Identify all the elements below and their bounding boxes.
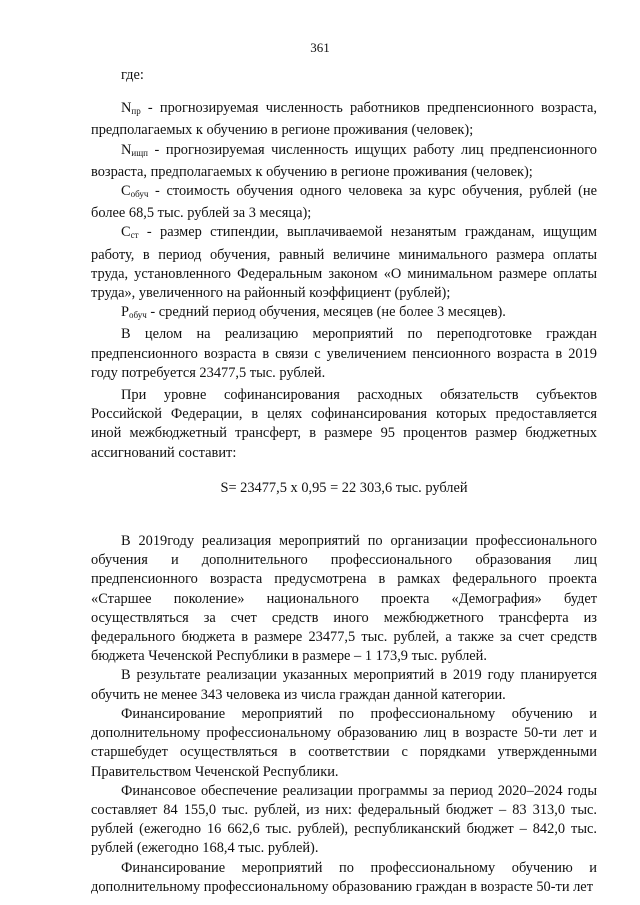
definition-item (91, 141, 597, 182)
body-paragraph: Финансирование мероприятий по профессиональному обучению и дополнительному профессиональному образованию граждан в возрасте 50-ти лет (91, 859, 597, 895)
where-label: где: (121, 67, 144, 83)
definition-symbol: $P_{обуч}$ (121, 304, 147, 321)
body-paragraph: Финансирование мероприятий по профессиональному обучению и дополнительному профессиональному образованию лиц в возрасте 50-ти лет и старшебудет осуществляться в соответствии с порядками утвержденными Правительством Чеченской Республики. (91, 705, 597, 780)
definition-symbol: $N_{ищп}$ (121, 141, 148, 158)
definition-item (91, 223, 597, 303)
body-paragraph: В 2019году реализация мероприятий по организации профессионального обучения и дополнительного профессионального образования лиц предпенсионного возраста предусмотрена в рамках федерального проекта «Старшее поколение» национального проекта «Демография» будет осуществляться за счет средств иного межбюджетного трансферта из федерального бюджета в размере 23477,5 тыс. рублей, а также за счет средств бюджета Чеченской Республики в размере – 1 173,9 тыс. рублей. (91, 533, 597, 665)
definition-text: - прогнозируемая численность работников предпенсионного возраста, предполагаемых к обучению в регионе проживания (человек); (91, 100, 597, 139)
formula: S= 23477,5 х 0,95 = 22 303,6 тыс. рублей (220, 479, 468, 496)
body-paragraph: В результате реализации указанных мероприятий в 2019 году планируется обучить не менее 343 человека из числа граждан данной категории. (91, 667, 597, 703)
definition-item (91, 182, 597, 223)
definition-symbol: $N_{пр}$ (121, 100, 141, 117)
definition-text: - средний период обучения, месяцев (не более 3 месяцев). (146, 304, 506, 321)
definition-symbol: $C_{обуч}$ (121, 183, 149, 200)
page-number: 361 (310, 40, 330, 55)
definitions-list (91, 99, 597, 325)
document-body (91, 66, 597, 897)
definition-item (91, 99, 597, 140)
body-paragraph: При уровне софинансирования расходных обязательств субъектов Российской Федерации, в целях софинансирования которых предоставляется иной межбюджетный трансферт, в размере 95 процентов размер бюджетных ассигнований составит: (91, 387, 597, 461)
body-paragraph: Финансовое обеспечение реализации программы за период 2020–2024 годы составляет 84 155,0 тыс. рублей, из них: федеральный бюджет – 83 313,0 тыс. рублей (ежегодно 16 662,6 тыс. рублей), республиканский бюджет – 842,0 тыс. рублей (ежегодно 168,4 тыс. рублей). (91, 782, 597, 857)
definition-item (91, 303, 597, 325)
definition-text: - прогнозируемая численность ищущих работу лиц предпенсионного возраста, предполагаемых к обучению в регионе проживания (человек); (91, 141, 597, 180)
body-paragraph: В целом на реализацию мероприятий по переподготовке граждан предпенсионного возраста в связи с увеличением пенсионного возраста в 2019 году потребуется 23477,5 тыс. рублей. (91, 326, 597, 381)
definition-text: - размер стипендии, выплачиваемой незанятым гражданам, ищущим работу, в период обучения, равный величине минимального размера оплаты труда, установленного Федеральным законом «О минимальном размере оплаты труда», увеличенного на районный коэффициент (рублей); (91, 224, 597, 302)
definition-symbol: $C_{ст}$ (121, 224, 139, 241)
definition-text: - стоимость обучения одного человека за курс обучения, рублей (не более 68,5 тыс. рублей за 3 месяца); (91, 183, 597, 222)
